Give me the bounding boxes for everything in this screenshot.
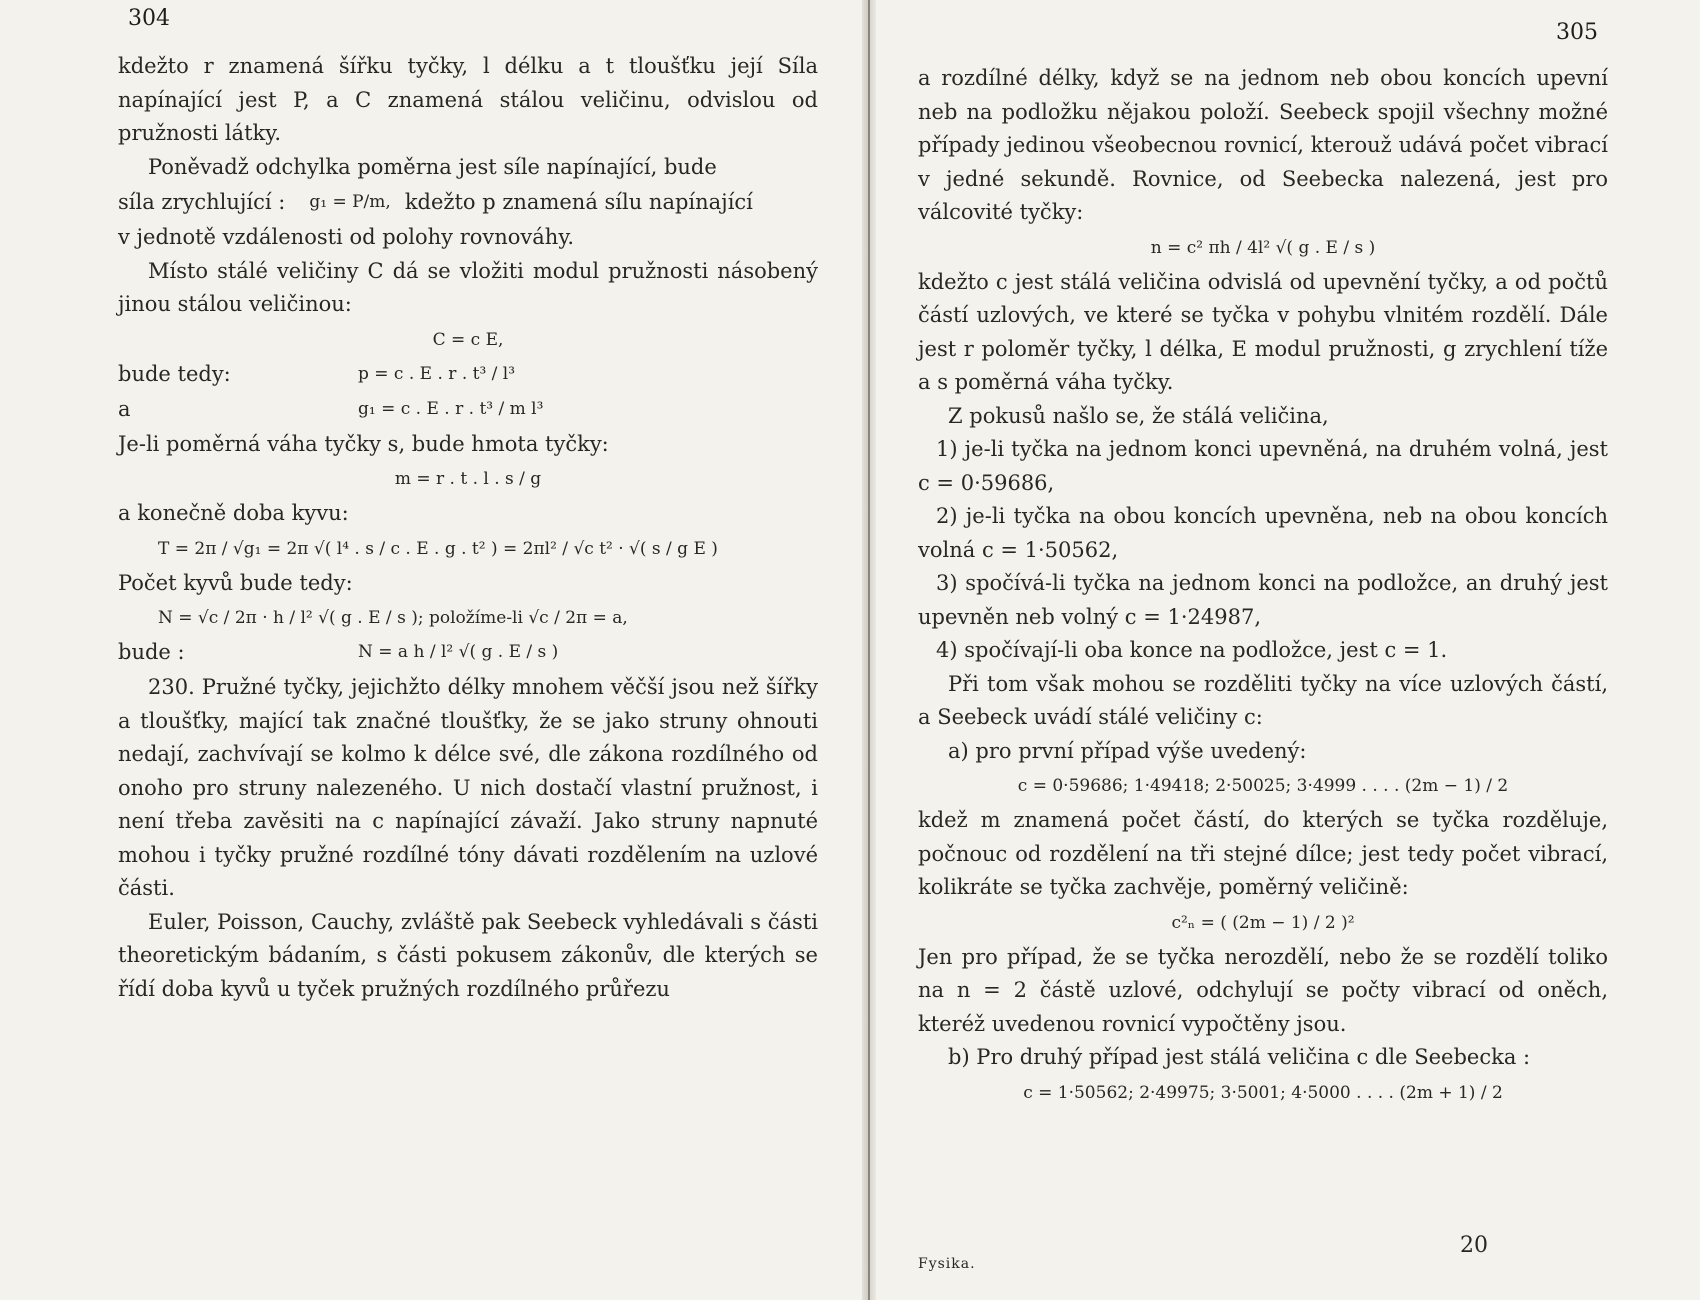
formula: g₁ = P/m, xyxy=(309,192,391,212)
equation: N = √c / 2π · h / l² √( g . E / s ); položíme-li √c / 2π = a, xyxy=(158,608,628,628)
paragraph: Euler, Poisson, Cauchy, zvláště pak Seebeck vyhledávali s části theoretickým bádaním, s části pokusem zákonův, dle kterých se řídí doba kyvů u tyček pružných rozdílného průřezu xyxy=(118,909,818,1001)
equation: c²ₙ = ( (2m − 1) / 2 )² xyxy=(1171,912,1355,933)
paragraph: 230. Pružné tyčky, jejichžto délky mnohem věčší jsou než šířky a tloušťky, mající tak značné tloušťky, že se jako struny ohnouti nedají, zachvívají se kolmo k délce své, dle zákona rozdílného od onoho pro struny nalezeného. U nich dostačí vlastní pružnost, i není třeba zavěsiti na c napínající závaží. Jako struny napnuté mohou i tyčky pružné rozdílné tóny dávati rozdělením na uzlové části. xyxy=(118,675,818,900)
formula-label: síla zrychlující : xyxy=(118,190,286,214)
paragraph: Z pokusů našlo se, že stálá veličina, xyxy=(948,403,1329,428)
paragraph: Poněvadž odchylka poměrna jest síle napínající, bude xyxy=(148,154,717,179)
paragraph: Jen pro případ, že se tyčka nerozdělí, nebo že se rozdělí toliko na n = 2 částě uzlové, odchylují se počty vibrací od oněch, kteréž uvedenou rovnicí vypočtěny jsou. xyxy=(918,944,1608,1036)
list-item: 1) je-li tyčka na jednom konci upevněná, na druhém volná, jest c = 0·59686, xyxy=(918,437,1608,495)
equation: C = c E, xyxy=(432,329,504,350)
formula-row xyxy=(118,636,818,669)
left-text xyxy=(118,50,818,1006)
formula-row xyxy=(118,186,818,219)
formula-label: a xyxy=(118,396,131,421)
paragraph: v jednotě vzdálenosti od polohy rovnováhy. xyxy=(118,225,575,249)
equation: c = 0·59686; 1·49418; 2·50025; 3·4999 . . . . (2m − 1) / 2 xyxy=(1017,776,1509,796)
formula: g₁ = c . E . r . t³ / m l³ xyxy=(358,398,544,419)
list-item: 2) je-li tyčka na obou koncích upevněna, neb na obou koncích volná c = 1·50562, xyxy=(918,504,1608,562)
equation: m = r . t . l . s / g xyxy=(394,469,542,489)
formula-label: bude : xyxy=(118,640,185,664)
paragraph: kdežto r znamená šířku tyčky, l délku a t tloušťku její Síla napínající jest P, a C znamená stálou veličinu, odvislou od pružnosti látky. xyxy=(118,54,818,145)
paragraph: kdež m znamená počet částí, do kterých se tyčka rozděluje, počnouc od rozdělení na tři stejné dílce; jest tedy počet vibrací, kolikráte se tyčka zachvěje, poměrný veličině: xyxy=(918,808,1608,899)
paragraph: Místo stálé veličiny C dá se vložiti modul pružnosti násobený jinou stálou veličinou: xyxy=(118,258,818,316)
right-page xyxy=(918,0,1608,1300)
constants-list xyxy=(918,433,1608,668)
formula: p = c . E . r . t³ / l³ xyxy=(358,363,516,384)
signature-mark: Fysika. xyxy=(918,1256,976,1272)
paragraph: Počet kyvů bude tedy: xyxy=(118,570,353,595)
equation: c = 1·50562; 2·49975; 3·5001; 4·5000 . . . . (2m + 1) / 2 xyxy=(1023,1082,1503,1103)
equation: T = 2π / √g₁ = 2π √( l⁴ . s / c . E . g . t² ) = 2πl² / √c t² · √( s / g E ) xyxy=(158,538,718,559)
formula-row xyxy=(118,393,818,426)
formula-tail: kdežto p znamená sílu napínající xyxy=(404,190,753,214)
equation: n = c² πh / 4l² √( g . E / s ) xyxy=(1150,237,1376,258)
sheet-number: 20 xyxy=(1460,1233,1488,1258)
list-item: 3) spočívá-li tyčka na jednom konci na podložce, an druhý jest upevněn neb volný c = 1·24987, xyxy=(918,571,1608,629)
formula: N = a h / l² √( g . E / s ) xyxy=(358,642,559,662)
paragraph: kdežto c jest stálá veličina odvislá od upevnění tyčky, a od počtů částí uzlových, ve které se tyčka v pohybu vlnitém rozdělí. Dále jest r poloměr tyčky, l délka, E modul pružnosti, g zrychlení tíže a s poměrná váha tyčky. xyxy=(918,269,1608,394)
formula-row xyxy=(118,358,818,391)
list-item: 4) spočívají-li oba konce na podložce, jest c = 1. xyxy=(936,638,1448,662)
left-page xyxy=(118,0,818,1300)
case-heading: b) Pro druhý případ jest stálá veličina c dle Seebecka : xyxy=(948,1045,1531,1069)
paragraph: Při tom však mohou se rozděliti tyčky na více uzlových částí, a Seebeck uvádí stálé veličiny c: xyxy=(918,671,1608,729)
gutter-fold xyxy=(868,0,870,1300)
formula-label: bude tedy: xyxy=(118,361,231,386)
case-heading: a) pro první případ výše uvedený: xyxy=(948,738,1307,763)
right-text xyxy=(918,62,1608,1111)
page-number: 304 xyxy=(128,6,170,31)
paragraph: Je-li poměrná váha tyčky s, bude hmota tyčky: xyxy=(118,431,609,456)
paragraph: a konečně doba kyvu: xyxy=(118,501,349,525)
page-number: 305 xyxy=(1556,20,1598,45)
paragraph: a rozdílné délky, když se na jednom neb obou koncích upevní neb na podložku nějakou položí. Seebeck spojil všechny možné případy jedinou všeobecnou rovnicí, kterouž udává počet vibrací v jedné sekundě. Rovnice, od Seebecka nalezená, jest pro válcovité tyčky: xyxy=(918,66,1608,224)
